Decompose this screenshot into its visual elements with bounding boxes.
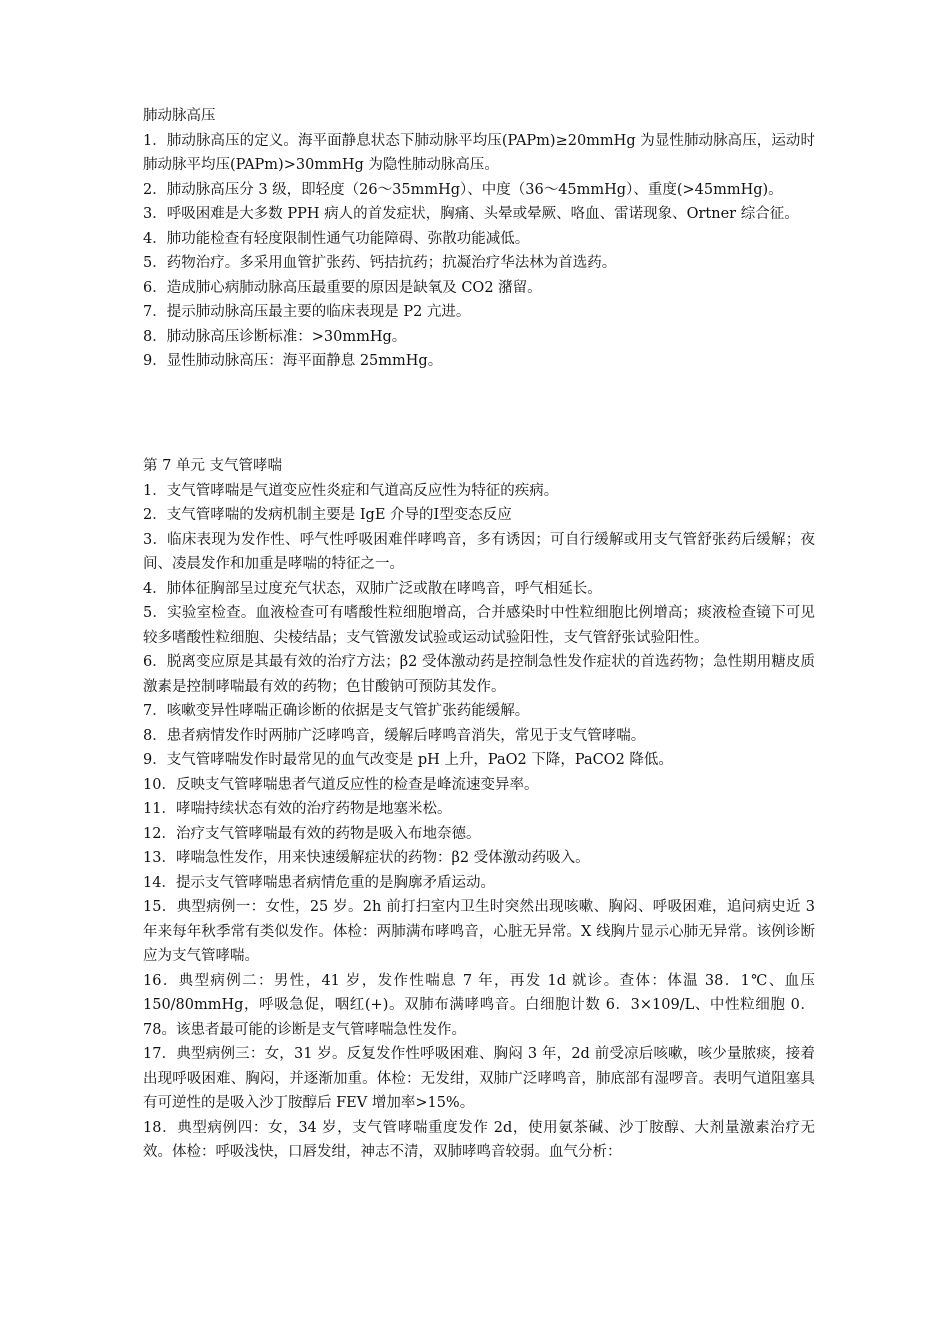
section-pulmonary-hypertension xyxy=(143,104,815,374)
list-item: 17．典型病例三：女，31 岁。反复发作性呼吸困难、胸闷 3 年，2d 前受凉后咳嗽，咳少量脓痰，接着出现呼吸困难、胸闷，并逐渐加重。体检：无发绀，双肺广泛哮鸣音，肺底部有湿啰音。表明气道阻塞具有可逆性的是吸入沙丁胺醇后 FEV 增加率>15%。 xyxy=(143,1046,815,1111)
list-item: 2．支气管哮喘的发病机制主要是 IgE 介导的Ⅰ型变态反应 xyxy=(143,507,512,523)
list-item: 2．肺动脉高压分 3 级，即轻度（26～35mmHg）、中度（36～45mmHg）、重度(>45mmHg)。 xyxy=(143,181,783,198)
list-item: 6．造成肺心病肺动脉高压最重要的原因是缺氧及 CO2 潴留。 xyxy=(143,279,542,296)
list-item: 7．咳嗽变异性哮喘正确诊断的依据是支气管扩张药能缓解。 xyxy=(143,703,530,719)
list-item: 10．反映支气管哮喘患者气道反应性的检查是峰流速变异率。 xyxy=(143,776,539,793)
list-item: 8．肺动脉高压诊断标准：>30mmHg。 xyxy=(143,328,407,345)
list-item: 16．典型病例二：男性，41 岁，发作性喘息 7 年，再发 1d 就诊。查体：体温 38．1℃、血压 150/80mmHg，呼吸急促，咽红(+)。双肺布满哮鸣音。白细胞计数 6．3×109/L、中性粒细胞 0．78。该患者最可能的诊断是支气管哮喘急性发作。 xyxy=(143,972,815,1038)
list-item: 5．实验室检查。血液检查可有嗜酸性粒细胞增高，合并感染时中性粒细胞比例增高；痰液检查镜下可见较多嗜酸性粒细胞、尖棱结晶；支气管激发试验或运动试验阳性，支气管舒张试验阳性。 xyxy=(143,605,815,646)
list-item: 8．患者病情发作时两肺广泛哮鸣音，缓解后哮鸣音消失，常见于支气管哮喘。 xyxy=(143,727,646,744)
list-item: 12．治疗支气管哮喘最有效的药物是吸入布地奈德。 xyxy=(143,825,481,842)
list-item: 9．显性肺动脉高压：海平面静息 25mmHg。 xyxy=(143,353,443,369)
list-item: 3．临床表现为发作性、呼气性呼吸困难伴哮鸣音，多有诱因；可自行缓解或用支气管舒张药后缓解；夜间、凌晨发作和加重是哮喘的特征之一。 xyxy=(143,531,815,572)
list-item: 6．脱离变应原是其最有效的治疗方法；β2 受体激动药是控制急性发作症状的首选药物；急性期用糖皮质激素是控制哮喘最有效的药物；色甘酸钠可预防其发作。 xyxy=(143,654,815,695)
list-item: 11．哮喘持续状态有效的治疗药物是地塞米松。 xyxy=(143,801,452,817)
list-item: 1．肺动脉高压的定义。海平面静息状态下肺动脉平均压(PAPm)≥20mmHg 为显性肺动脉高压，运动时肺动脉平均压(PAPm)>30mmHg 为隐性肺动脉高压。 xyxy=(143,132,815,173)
list-item: 18．典型病例四：女，34 岁，支气管哮喘重度发作 2d，使用氨茶碱、沙丁胺醇、大剂量激素治疗无效。体检：呼吸浅快，口唇发绀，神志不清，双肺哮鸣音较弱。血气分析： xyxy=(143,1119,815,1160)
list-item: 13．哮喘急性发作，用来快速缓解症状的药物：β2 受体激动药吸入。 xyxy=(143,850,590,866)
section-title: 肺动脉高压 xyxy=(143,108,216,124)
section-bronchial-asthma xyxy=(143,454,815,1165)
list-item: 7．提示肺动脉高压最主要的临床表现是 P2 亢进。 xyxy=(143,304,471,320)
list-item: 3．呼吸困难是大多数 PPH 病人的首发症状，胸痛、头晕或晕厥、咯血、雷诺现象、Ortner 综合征。 xyxy=(143,206,799,222)
list-item: 15．典型病例一：女性，25 岁。2h 前打扫室内卫生时突然出现咳嗽、胸闷、呼吸困难，追问病史近 3 年来每年秋季常有类似发作。体检：两肺满布哮鸣音，心脏无异常。X 线胸片显示心肺无异常。该例诊断应为支气管哮喘。 xyxy=(143,899,815,964)
list-item: 14．提示支气管哮喘患者病情危重的是胸廓矛盾运动。 xyxy=(143,874,495,891)
section-title: 第 7 单元 支气管哮喘 xyxy=(143,458,283,474)
list-item: 1．支气管哮喘是气道变应性炎症和气道高反应性为特征的疾病。 xyxy=(143,482,559,499)
list-item: 5．药物治疗。多采用血管扩张药、钙拮抗药；抗凝治疗华法林为首选药。 xyxy=(143,255,617,271)
list-item: 4．肺体征胸部呈过度充气状态，双肺广泛或散在哮鸣音，呼气相延长。 xyxy=(143,580,602,597)
list-item: 4．肺功能检查有轻度限制性通气功能障碍、弥散功能减低。 xyxy=(143,230,530,247)
list-item: 9．支气管哮喘发作时最常见的血气改变是 pH 上升，PaO2 下降，PaCO2 降低。 xyxy=(143,752,673,768)
